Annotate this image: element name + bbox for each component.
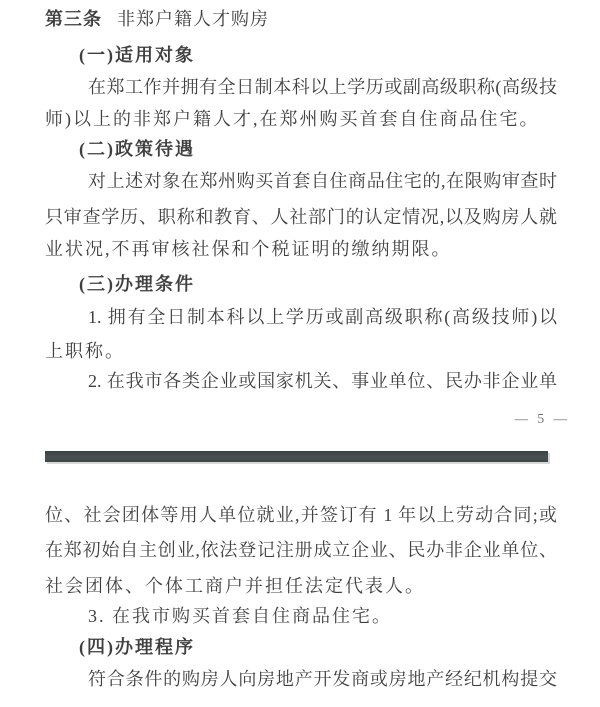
article-title: 非郑户籍人才购房 (117, 9, 269, 29)
page-break-bar (45, 451, 548, 462)
body-line: 3. 在我市购买首套自住商品住宅。 (88, 606, 392, 626)
body-line: 2. 在我市各类企业或国家机关、事业单位、民办非企业单 (88, 371, 557, 391)
body-line: 业状况,不再审核社保和个税证明的缴纳期限。 (45, 239, 452, 259)
body-line: 位、社会团体等用人单位就业,并签订有 1 年以上劳动合同;或 (45, 505, 557, 525)
body-line: 只审查学历、职称和教育、人社部门的认定情况,以及购房人就 (45, 207, 557, 227)
body-line: 对上述对象在郑州购买首套自住商品住宅的,在限购审查时 (88, 171, 557, 191)
section-heading-1: (一)适用对象 (79, 45, 195, 65)
body-line: 师)以上的非郑户籍人才,在郑州购买首套自住商品住宅。 (45, 109, 540, 129)
body-line: 1. 拥有全日制本科以上学历或副高级职称(高级技师)以 (88, 307, 557, 327)
body-line: 在郑初始自主创业,依法登记注册成立企业、民办非企业单位、 (45, 540, 557, 560)
section-heading-4: (四)办理程序 (79, 637, 195, 657)
section-heading-3: (三)办理条件 (79, 274, 195, 294)
body-line: 符合条件的购房人向房地产开发商或房地产经纪机构提交 (88, 669, 557, 689)
body-line: 社会团体、个体工商户并担任法定代表人。 (45, 576, 425, 596)
section-heading-2: (二)政策待遇 (79, 139, 195, 159)
body-line: 在郑工作并拥有全日制本科以上学历或副高级职称(高级技 (88, 77, 557, 97)
article-number: 第三条 (45, 9, 102, 29)
page-number: — 5 — (514, 411, 570, 426)
body-line: 上职称。 (45, 341, 125, 361)
article-heading (45, 10, 557, 29)
